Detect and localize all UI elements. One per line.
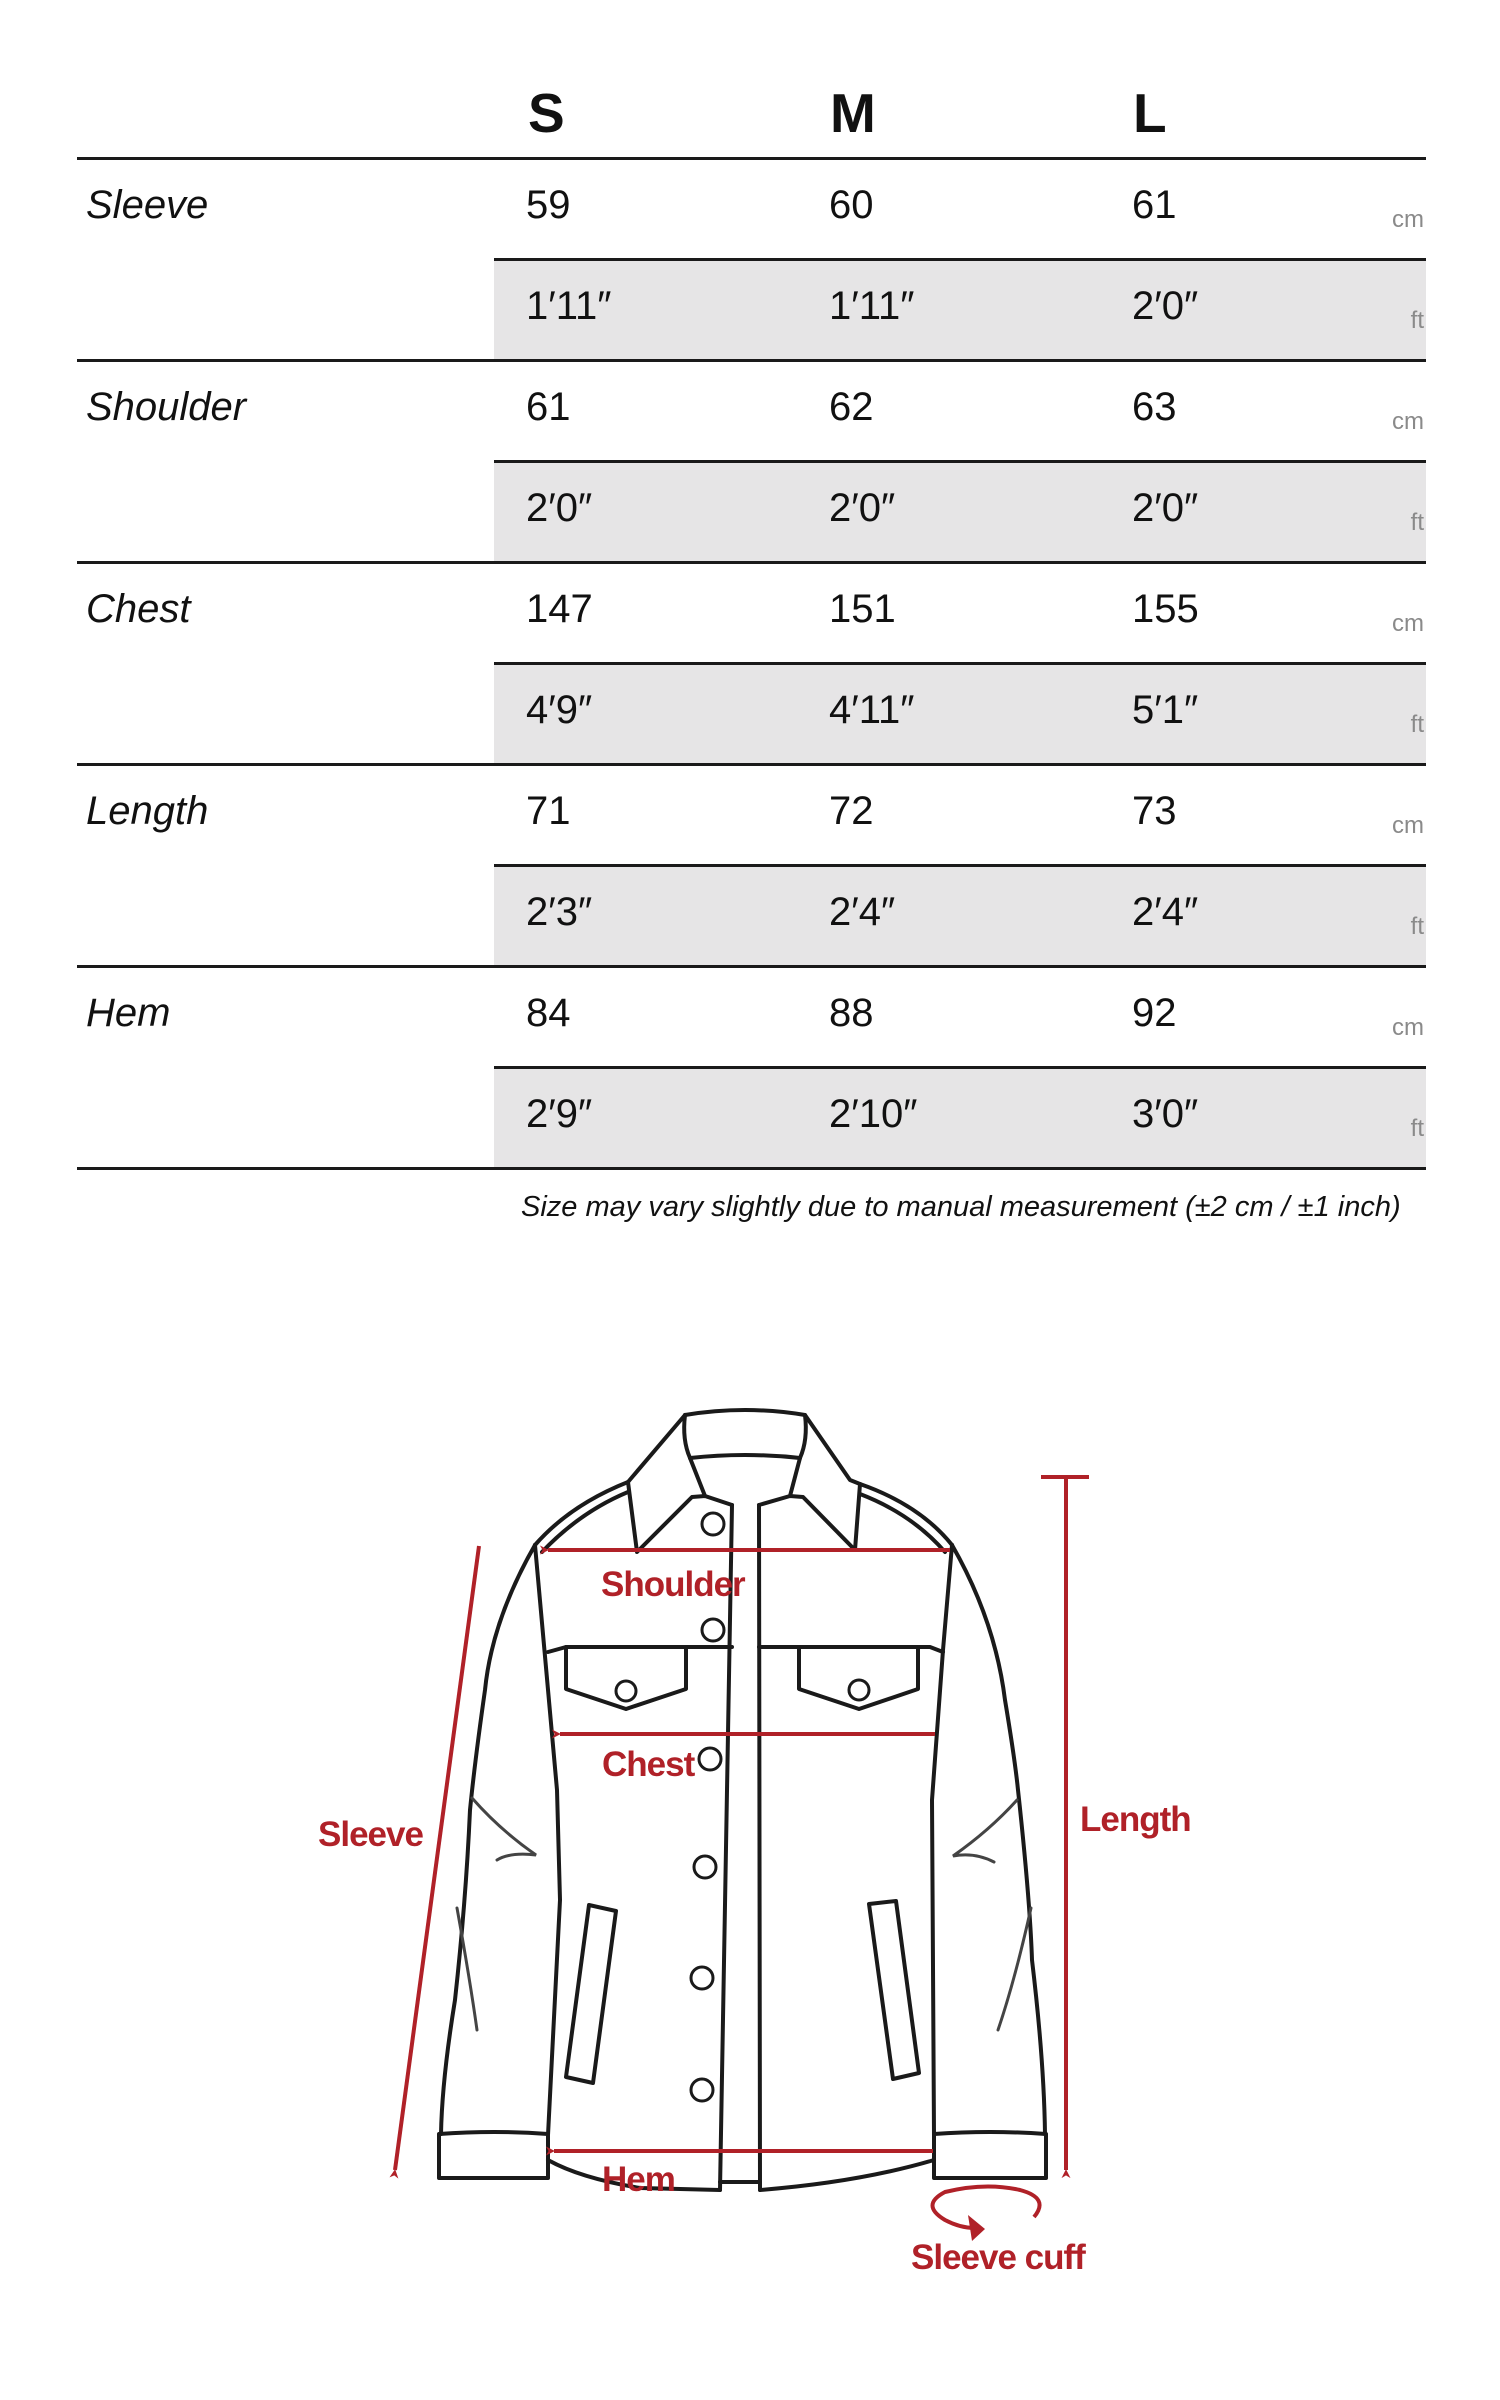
cell-l-ft: 2′4″ bbox=[1132, 890, 1199, 934]
unit-cm: cm bbox=[1392, 1014, 1424, 1041]
cell-l-cm: 155 bbox=[1132, 587, 1199, 631]
row-label: Sleeve bbox=[86, 183, 209, 227]
cell-m-ft: 1′11″ bbox=[829, 284, 915, 328]
cell-s-cm: 61 bbox=[526, 385, 571, 429]
diagram-label-sleeve: Sleeve bbox=[318, 1815, 423, 1854]
unit-ft: ft bbox=[1410, 711, 1424, 738]
measurement-note: Size may vary slightly due to manual measurement (±2 cm / ±1 inch) bbox=[521, 1191, 1401, 1223]
cell-m-ft: 2′10″ bbox=[829, 1092, 918, 1136]
cell-l-cm: 61 bbox=[1132, 183, 1177, 227]
unit-ft: ft bbox=[1410, 509, 1424, 536]
cell-l-cm: 73 bbox=[1132, 789, 1177, 833]
cell-s-ft: 2′3″ bbox=[526, 890, 593, 934]
unit-ft: ft bbox=[1410, 307, 1424, 334]
jacket-outline bbox=[439, 1410, 1046, 2190]
cell-m-cm: 60 bbox=[829, 183, 874, 227]
cell-s-ft: 2′9″ bbox=[526, 1092, 593, 1136]
unit-ft: ft bbox=[1410, 1115, 1424, 1142]
diagram-label-hem: Hem bbox=[602, 2160, 675, 2199]
size-header-l: L bbox=[1133, 82, 1167, 144]
unit-cm: cm bbox=[1392, 408, 1424, 435]
cell-l-cm: 63 bbox=[1132, 385, 1177, 429]
cell-m-cm: 72 bbox=[829, 789, 874, 833]
diagram-label-sleeve-cuff: Sleeve cuff bbox=[911, 2238, 1085, 2277]
size-header-s: S bbox=[528, 82, 565, 144]
cell-s-cm: 59 bbox=[526, 183, 571, 227]
row-label: Chest bbox=[86, 587, 191, 631]
cell-s-ft: 2′0″ bbox=[526, 486, 593, 530]
unit-cm: cm bbox=[1392, 812, 1424, 839]
cell-m-ft: 4′11″ bbox=[829, 688, 915, 732]
sleeve-creases bbox=[457, 1798, 1031, 2030]
cell-l-ft: 2′0″ bbox=[1132, 284, 1199, 328]
cell-l-ft: 3′0″ bbox=[1132, 1092, 1199, 1136]
size-header-m: M bbox=[830, 82, 876, 144]
unit-cm: cm bbox=[1392, 610, 1424, 637]
sleeve-cuff-rotate-icon bbox=[933, 2186, 1040, 2228]
cell-s-cm: 71 bbox=[526, 789, 571, 833]
diagram-label-chest: Chest bbox=[602, 1745, 695, 1784]
cell-m-cm: 151 bbox=[829, 587, 896, 631]
row-label: Shoulder bbox=[86, 385, 247, 429]
cell-s-cm: 84 bbox=[526, 991, 571, 1035]
diagram-label-length: Length bbox=[1080, 1800, 1191, 1839]
row-label: Hem bbox=[86, 991, 171, 1035]
cell-m-ft: 2′0″ bbox=[829, 486, 896, 530]
cell-m-cm: 88 bbox=[829, 991, 874, 1035]
cell-l-ft: 5′1″ bbox=[1132, 688, 1199, 732]
unit-ft: ft bbox=[1410, 913, 1424, 940]
unit-cm: cm bbox=[1392, 206, 1424, 233]
cell-m-cm: 62 bbox=[829, 385, 874, 429]
diagram-label-shoulder: Shoulder bbox=[601, 1565, 745, 1604]
cell-s-ft: 4′9″ bbox=[526, 688, 593, 732]
cell-s-cm: 147 bbox=[526, 587, 593, 631]
cell-m-ft: 2′4″ bbox=[829, 890, 896, 934]
cell-l-ft: 2′0″ bbox=[1132, 486, 1199, 530]
row-label: Length bbox=[86, 789, 209, 833]
cell-l-cm: 92 bbox=[1132, 991, 1177, 1035]
cell-s-ft: 1′11″ bbox=[526, 284, 612, 328]
